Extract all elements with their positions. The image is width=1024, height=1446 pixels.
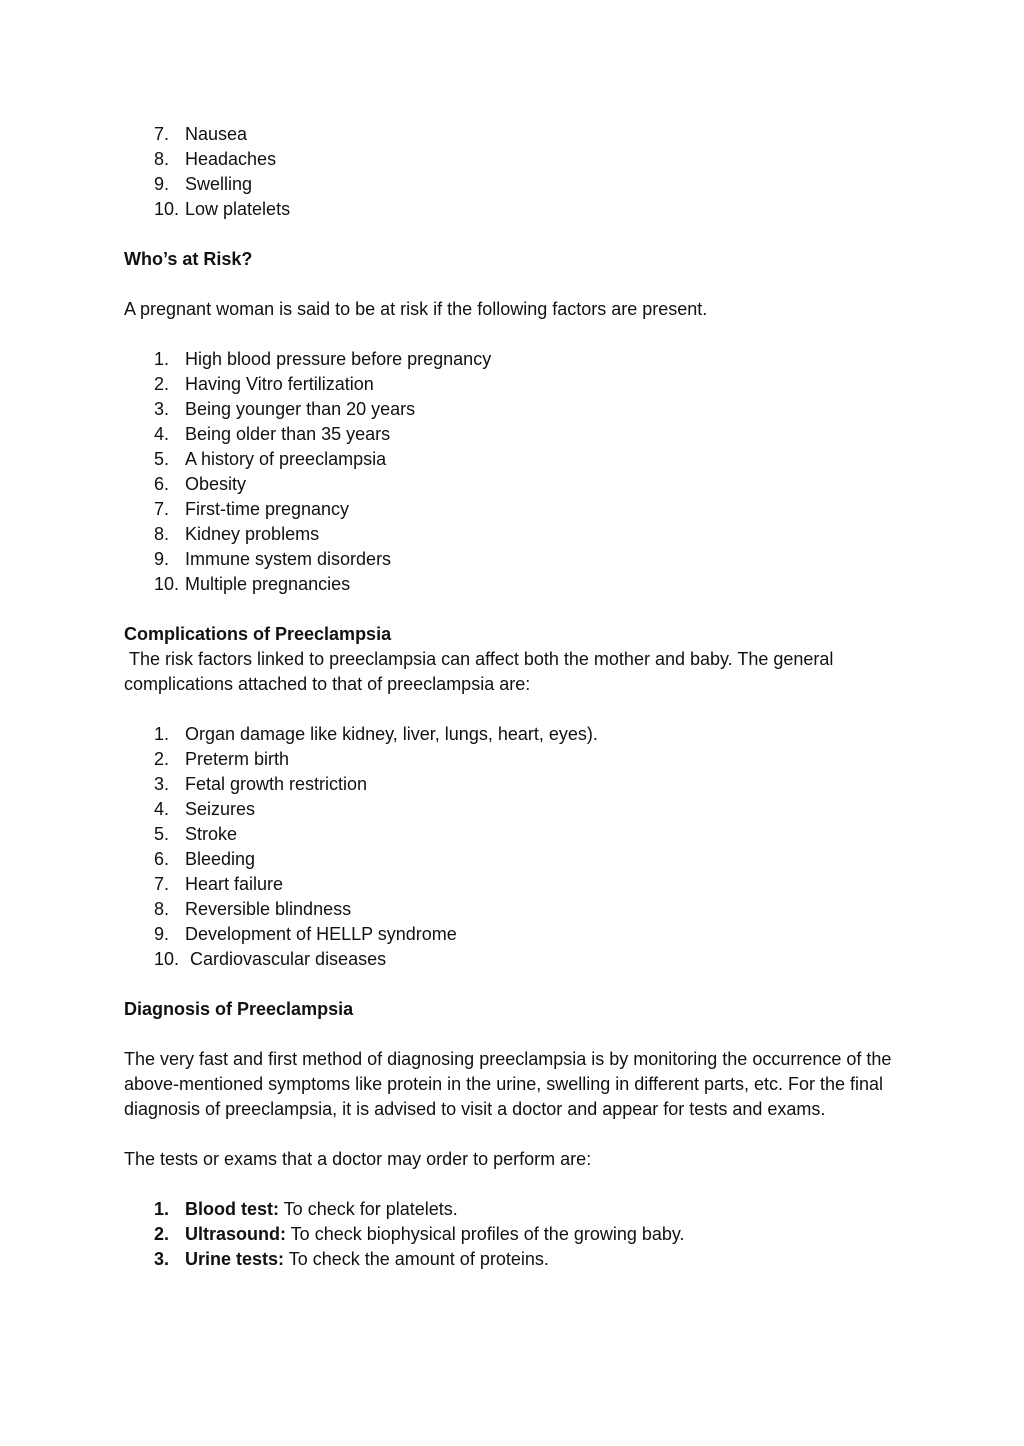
test-description: To check the amount of proteins. [284,1249,549,1269]
diagnosis-heading: Diagnosis of Preeclampsia [124,999,354,1019]
list-text: Being younger than 20 years [185,399,416,419]
list-item [124,197,914,222]
list-number: 2. [154,1224,170,1244]
list-item [124,947,914,972]
list-number: 4. [154,799,170,819]
list-item [124,572,914,597]
list-item [124,547,914,572]
test-description: To check biophysical profiles of the growing baby. [286,1224,685,1244]
test-term: Urine tests: [185,1249,285,1269]
list-item [124,347,914,372]
list-text: Obesity [185,474,247,494]
list-item [124,1222,914,1247]
list-text: Multiple pregnancies [185,574,351,594]
complications-intro: The risk factors linked to preeclampsia can affect both the mother and baby. The general complications attached to that of preeclampsia are: [124,649,839,694]
list-number: 9. [154,924,170,944]
list-item [124,422,914,447]
risk-factors-list [124,347,914,597]
list-item [124,847,914,872]
list-text: Fetal growth restriction [185,774,368,794]
list-number: 8. [154,149,170,169]
list-number: 8. [154,899,170,919]
test-description: To check for platelets. [279,1199,458,1219]
list-item [124,747,914,772]
list-number: 7. [154,874,170,894]
list-text: Nausea [185,124,248,144]
list-number: 8. [154,524,170,544]
list-text: Heart failure [185,874,284,894]
list-number: 7. [154,124,170,144]
list-text: Immune system disorders [185,549,392,569]
complications-list [124,722,914,972]
list-number: 9. [154,549,170,569]
list-item [124,1197,914,1222]
complications-heading: Complications of Preeclampsia [124,624,392,644]
list-text: Stroke [185,824,238,844]
document-page [124,122,914,1272]
list-item [124,772,914,797]
risk-intro: A pregnant woman is said to be at risk if the following factors are present. [124,299,708,319]
list-text: Bleeding [185,849,256,869]
list-number: 3. [154,399,170,419]
list-number: 1. [154,724,170,744]
list-number: 6. [154,474,170,494]
list-text: A history of preeclampsia [185,449,387,469]
list-number: 1. [154,349,170,369]
tests-intro: The tests or exams that a doctor may order to perform are: [124,1149,592,1169]
list-number: 10. [154,574,180,594]
list-item [124,372,914,397]
list-item [124,872,914,897]
list-number: 10. [154,949,180,969]
list-text: First-time pregnancy [185,499,350,519]
list-number: 2. [154,749,170,769]
list-number: 3. [154,774,170,794]
list-number: 6. [154,849,170,869]
list-number: 1. [154,1199,170,1219]
list-text: Having Vitro fertilization [185,374,374,394]
list-text: High blood pressure before pregnancy [185,349,492,369]
list-item [124,472,914,497]
list-item [124,147,914,172]
diagnosis-paragraph: The very fast and first method of diagnosing preeclampsia is by monitoring the occurrence of the above-mentioned symptoms like protein in the urine, swelling in different parts, etc. For the final diagnosis of preeclampsia, it is advised to visit a doctor and appear for tests and exams. [124,1049,892,1119]
list-text: Cardiovascular diseases [185,949,387,969]
list-item [124,497,914,522]
list-number: 4. [154,424,170,444]
test-term: Ultrasound: [185,1224,286,1244]
list-text: Being older than 35 years [185,424,391,444]
list-text: Development of HELLP syndrome [185,924,457,944]
list-item [124,172,914,197]
list-number: 3. [154,1249,170,1269]
list-item [124,897,914,922]
list-item [124,397,914,422]
list-text: Seizures [185,799,256,819]
list-text: Preterm birth [185,749,290,769]
list-number: 5. [154,449,170,469]
list-text: Swelling [185,174,253,194]
list-item [124,522,914,547]
list-item [124,797,914,822]
symptoms-list-continued [124,122,914,222]
list-text: Low platelets [185,199,291,219]
tests-list [124,1197,914,1272]
list-item [124,922,914,947]
test-term: Blood test: [185,1199,279,1219]
list-text: Reversible blindness [185,899,352,919]
list-item [124,122,914,147]
list-item [124,1247,914,1272]
list-number: 10. [154,199,180,219]
list-text: Kidney problems [185,524,320,544]
list-number: 5. [154,824,170,844]
list-number: 7. [154,499,170,519]
list-text: Organ damage like kidney, liver, lungs, heart, eyes). [185,724,598,744]
list-text: Headaches [185,149,277,169]
list-number: 2. [154,374,170,394]
list-item [124,722,914,747]
list-number: 9. [154,174,170,194]
list-item [124,447,914,472]
risk-heading: Who’s at Risk? [124,249,253,269]
list-item [124,822,914,847]
